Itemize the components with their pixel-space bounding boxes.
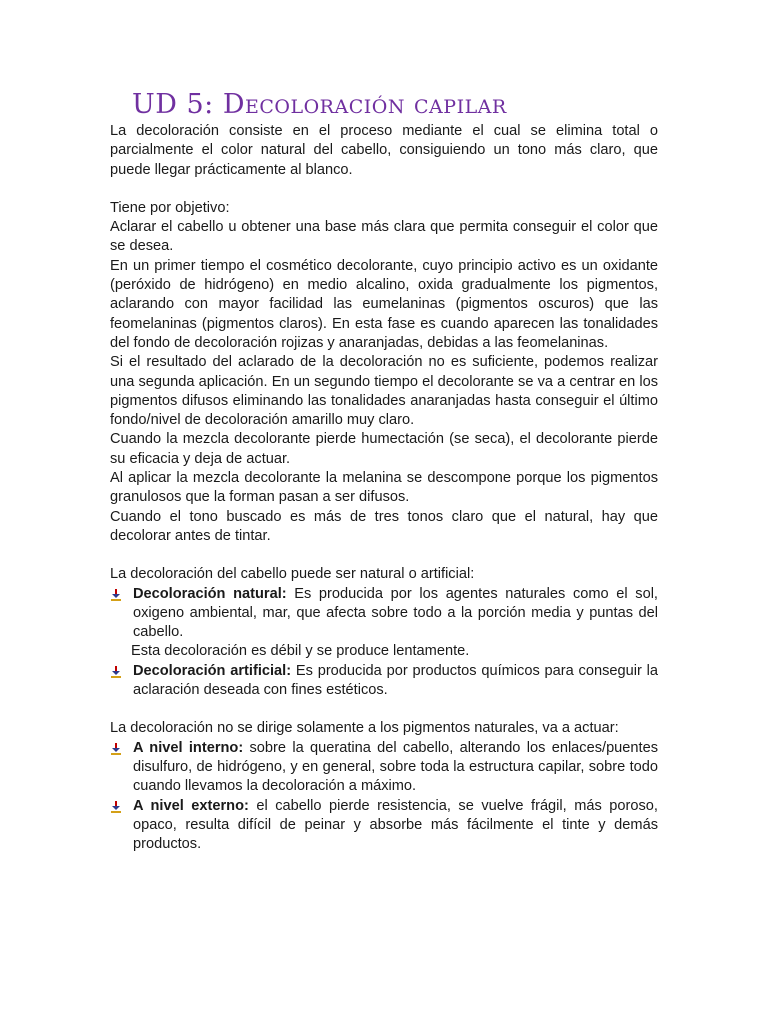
objective-label: Tiene por objetivo:	[110, 199, 230, 216]
levels-list	[110, 739, 658, 855]
list-item	[110, 585, 658, 643]
levels-intro: La decoloración no se dirige solamente a los pigmentos naturales, va a actuar:	[110, 720, 619, 737]
body-paragraph: Cuando la mezcla decolorante pierde humectación (se seca), el decolorante pierde su eficacia y deja de actuar.	[110, 431, 658, 467]
document-page	[110, 88, 658, 854]
list-item	[110, 797, 658, 855]
type-artificial-label: Decoloración artificial:	[133, 662, 292, 679]
level-internal-text: sobre la queratina del cabello, alterando los enlaces/puentes disulfuro, de hidrógeno, y en general, sobre toda la estructura capilar, sobre todo cuando llevamos la decoloración a máximo.	[133, 739, 658, 795]
type-natural-label: Decoloración natural:	[133, 585, 287, 602]
types-list	[110, 585, 658, 643]
body-paragraph: Aclarar el cabello u obtener una base más clara que permita conseguir el color que se desea.	[110, 219, 658, 255]
level-external-label: A nivel externo:	[133, 797, 249, 814]
type-natural-text: Es producida por los agentes naturales como el sol, oxigeno ambiental, mar, que afecta sobre todo a la porción media y puntas del cabello.	[133, 585, 658, 641]
body-paragraph: Cuando el tono buscado es más de tres tonos claro que el natural, hay que decolorar antes de tintar.	[110, 508, 658, 544]
down-arrow-bullet-icon	[110, 743, 122, 755]
types-note: Esta decoloración es débil y se produce lentamente.	[131, 643, 470, 660]
type-artificial-text: Es producida por productos químicos para conseguir la aclaración deseada con fines estéticos.	[133, 662, 658, 699]
types-intro: La decoloración del cabello puede ser natural o artificial:	[110, 566, 475, 583]
body-paragraph: En un primer tiempo el cosmético decolorante, cuyo principio activo es un oxidante (peróxido de hidrógeno) en medio alcalino, oxida gradualmente los pigmentos, aclarando con mayor facilidad las eumelaninas (pigmentos oscuros) que las feomelaninas (pigmentos claros). En esta fase es cuando aparecen las tonalidades del fondo de decoloración rojizas y anaranjadas, debidas a las feomelaninas.	[110, 257, 658, 351]
level-external-text: el cabello pierde resistencia, se vuelve frágil, más poroso, opaco, resulta difícil de peinar y absorbe más fácilmente el tinte y demás productos.	[133, 797, 658, 853]
body-paragraph: Si el resultado del aclarado de la decoloración no es suficiente, podemos realizar una segunda aplicación. En un segundo tiempo el decolorante se va a centrar en los pigmentos difusos eliminando las tonalidades anaranjadas hasta conseguir el último fondo/nivel de decoloración amarillo muy claro.	[110, 354, 658, 429]
body-paragraph: Al aplicar la mezcla decolorante la melanina se descompone porque los pigmentos granulosos que la forman pasan a ser difusos.	[110, 470, 658, 506]
down-arrow-bullet-icon	[110, 666, 122, 678]
types-list-2	[110, 662, 658, 701]
level-internal-label: A nivel interno:	[133, 739, 244, 756]
intro-paragraph: La decoloración consiste en el proceso mediante el cual se elimina total o parcialmente el color natural del cabello, consiguiendo un tono más claro, que puede llegar prácticamente al blanco.	[110, 123, 658, 178]
document-title: UD 5: Decoloración capilar	[132, 89, 507, 120]
list-item	[110, 739, 658, 797]
down-arrow-bullet-icon	[110, 589, 122, 601]
down-arrow-bullet-icon	[110, 801, 122, 813]
list-item	[110, 662, 658, 701]
